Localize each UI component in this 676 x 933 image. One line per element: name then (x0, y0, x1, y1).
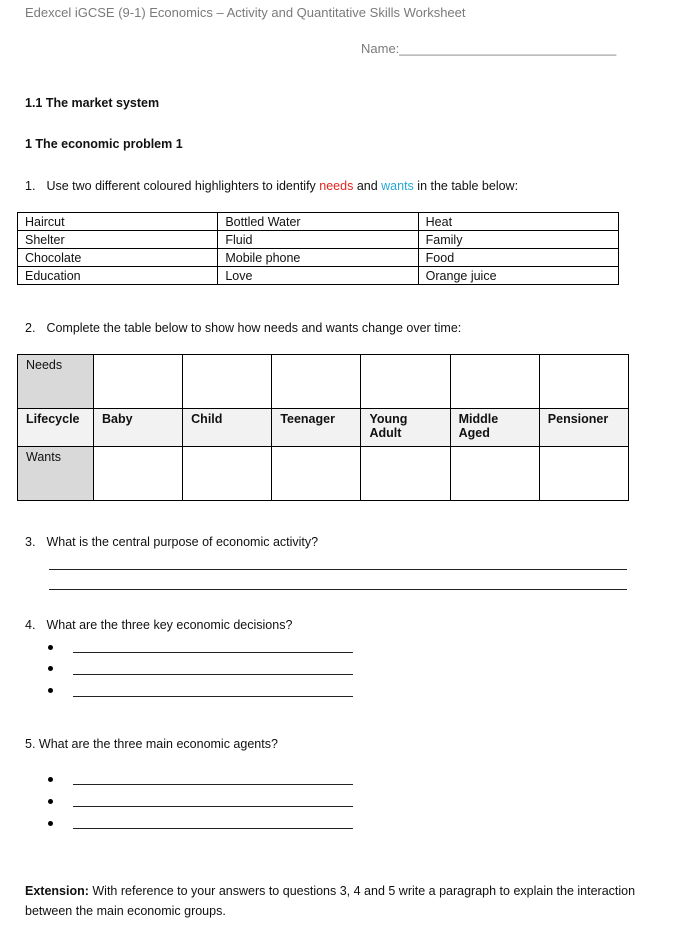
worksheet-header: Edexcel iGCSE (9-1) Economics – Activity and Quantitative Skills Worksheet (25, 5, 466, 20)
needs-row (18, 355, 629, 409)
stage-cell: Pensioner (539, 409, 628, 447)
section-title: 1.1 The market system (25, 96, 160, 110)
answer-line[interactable] (73, 806, 353, 807)
table-cell: Haircut (18, 213, 218, 231)
answer-cell[interactable] (183, 355, 272, 409)
answer-cell[interactable] (361, 355, 450, 409)
stage-cell: Baby (94, 409, 183, 447)
extension-task (25, 881, 645, 921)
question-number: 2. (25, 321, 36, 335)
table-cell: Chocolate (18, 249, 218, 267)
answer-cell[interactable] (539, 447, 628, 501)
answer-cell[interactable] (539, 355, 628, 409)
answer-cell[interactable] (183, 447, 272, 501)
bullet (48, 821, 53, 826)
bullet (48, 688, 53, 693)
answer-cell[interactable] (272, 355, 361, 409)
stage-cell: Middle Aged (450, 409, 539, 447)
answer-cell[interactable] (361, 447, 450, 501)
wants-word: wants (381, 179, 414, 193)
question-3 (25, 535, 318, 549)
wants-row (18, 447, 629, 501)
stage-cell: Teenager (272, 409, 361, 447)
lifecycle-table (17, 354, 629, 501)
answer-line[interactable] (73, 674, 353, 675)
question-text: What is the central purpose of economic activity? (46, 535, 319, 549)
answer-line[interactable] (49, 589, 627, 590)
question-text: in the table below: (413, 179, 519, 193)
question-number: 3. (25, 535, 36, 549)
table-cell: Mobile phone (218, 249, 418, 267)
stage-cell: Child (183, 409, 272, 447)
answer-cell[interactable] (94, 447, 183, 501)
question-5: 5. What are the three main economic agents? (25, 737, 278, 751)
lifecycle-row (18, 409, 629, 447)
answer-cell[interactable] (272, 447, 361, 501)
table-cell: Education (18, 267, 218, 285)
answer-line[interactable] (49, 569, 627, 570)
question-number: 1. (25, 179, 36, 193)
table-row (18, 267, 619, 285)
bullet (48, 666, 53, 671)
lifecycle-label: Lifecycle (18, 409, 94, 447)
table-row (18, 249, 619, 267)
extension-text: With reference to your answers to questions 3, 4 and 5 write a paragraph to explain the interaction between the main economic groups. (25, 884, 636, 918)
question-text: and (353, 179, 382, 193)
table-cell: Heat (418, 213, 618, 231)
bullet (48, 777, 53, 782)
table-row (18, 213, 619, 231)
table-cell: Orange juice (418, 267, 618, 285)
table-cell: Shelter (18, 231, 218, 249)
question-4 (25, 618, 292, 632)
section-subtitle: 1 The economic problem 1 (25, 137, 183, 151)
needs-label: Needs (18, 355, 94, 409)
needs-word: needs (319, 179, 354, 193)
table-cell: Love (218, 267, 418, 285)
question-text: Use two different coloured highlighters to identify (46, 179, 320, 193)
answer-cell[interactable] (450, 355, 539, 409)
name-field-label: Name:______________________________ (361, 41, 617, 56)
table-cell: Family (418, 231, 618, 249)
table-cell: Food (418, 249, 618, 267)
answer-cell[interactable] (94, 355, 183, 409)
answer-cell[interactable] (450, 447, 539, 501)
bullet (48, 645, 53, 650)
question-text: What are the three key economic decisions? (46, 618, 293, 632)
stage-cell: Young Adult (361, 409, 450, 447)
answer-line[interactable] (73, 784, 353, 785)
answer-line[interactable] (73, 696, 353, 697)
question-1 (25, 179, 518, 193)
table-row (18, 231, 619, 249)
wants-label: Wants (18, 447, 94, 501)
table-cell: Fluid (218, 231, 418, 249)
question-2 (25, 321, 461, 335)
table-cell: Bottled Water (218, 213, 418, 231)
question-number: 4. (25, 618, 36, 632)
answer-line[interactable] (73, 652, 353, 653)
extension-label: Extension: (25, 884, 89, 898)
needs-wants-table (17, 212, 619, 285)
answer-line[interactable] (73, 828, 353, 829)
question-text: Complete the table below to show how needs and wants change over time: (46, 321, 462, 335)
bullet (48, 799, 53, 804)
